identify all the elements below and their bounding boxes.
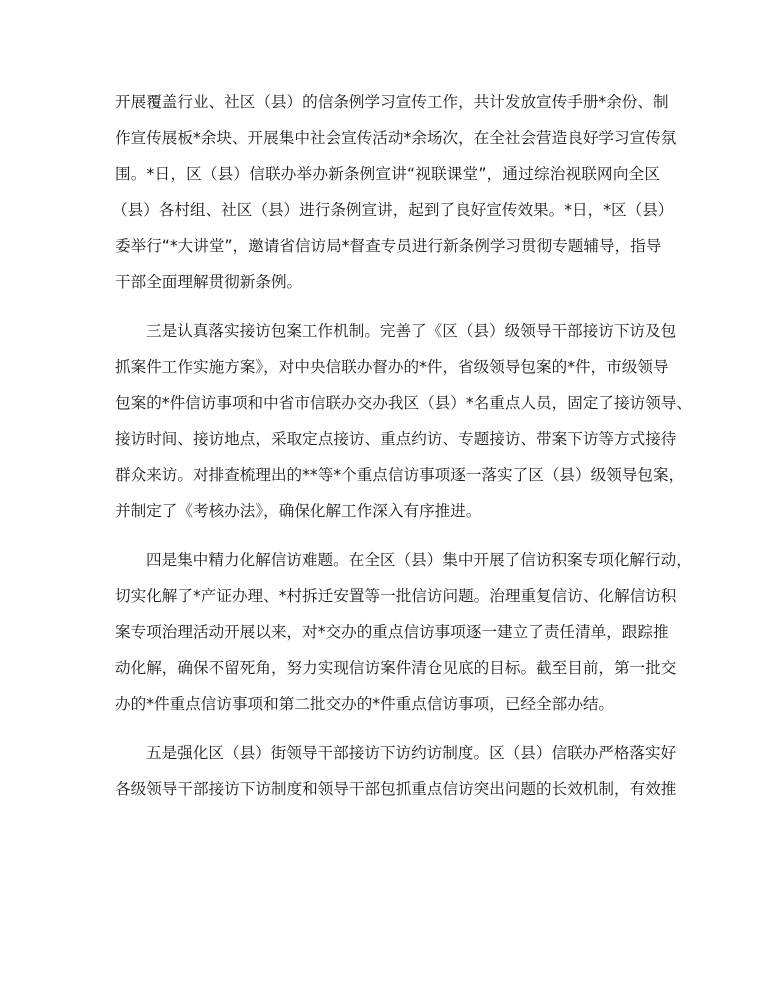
- text-line: 包案的*件信访事项和中省市信联办交办我区（县）*名重点人员，固定了接访领导、: [115, 394, 692, 412]
- text-line: 干部全面理解贯彻新条例。: [115, 273, 303, 291]
- text-line: 办的*件重点信访事项和第二批交办的*件重点信访事项，已经全部办结。: [115, 695, 615, 713]
- text-line: 委举行“*大讲堂”，邀请省信访局*督查专员进行新条例学习贯彻专题辅导，指导: [115, 237, 662, 255]
- text-line: 并制定了《考核办法》，确保化解工作深入有序推进。: [115, 502, 482, 520]
- text-line: 接访时间、接访地点，采取定点接访、重点约访、专题接访、带案下访等方式接待: [115, 430, 677, 448]
- text-line: 案专项治理活动开展以来，对*交办的重点信访事项逐一建立了责任清单，跟踪推: [115, 623, 669, 641]
- text-line: 各级领导干部接访下访制度和领导干部包抓重点信访突出问题的长效机制，有效推: [115, 780, 677, 798]
- text-line: 动化解，确保不留死角，努力实现信访案件清仓见底的目标。截至目前，第一批交: [115, 659, 677, 677]
- text-line: 抓案件工作实施方案》，对中央信联办督办的*件，省级领导包案的*件，市级领导: [115, 358, 669, 376]
- paragraph-first-line: 四是集中精力化解信访难题。在全区（县）集中开展了信访积案专项化解行动，: [146, 551, 692, 569]
- paragraph-first-line: 三是认真落实接访包案工作机制。完善了《区（县）级领导干部接访下访及包: [146, 322, 677, 340]
- paragraph-first-line: 五是强化区（县）街领导干部接访下访约访制度。区（县）信联办严格落实好: [146, 744, 677, 762]
- text-line: 群众来访。对排查梳理出的**等*个重点信访事项逐一落实了区（县）级领导包案，: [115, 466, 685, 484]
- text-line: 开展覆盖行业、社区（县）的信条例学习宣传工作，共计发放宣传手册*余份、制: [115, 93, 669, 111]
- text-line: 围。*日，区（县）信联办举办新条例宣讲“视联课堂”，通过综治视联网向全区: [115, 165, 660, 183]
- text-line: 切实化解了*产证办理、*村拆迁安置等一批信访问题。治理重复信访、化解信访积: [115, 587, 677, 605]
- text-line: （县）各村组、社区（县）进行条例宣讲，起到了良好宣传效果。*日，*区（县）: [112, 201, 674, 219]
- text-line: 作宣传展板*余块、开展集中社会宣传活动*余场次，在全社会营造良好学习宣传氛: [115, 129, 677, 147]
